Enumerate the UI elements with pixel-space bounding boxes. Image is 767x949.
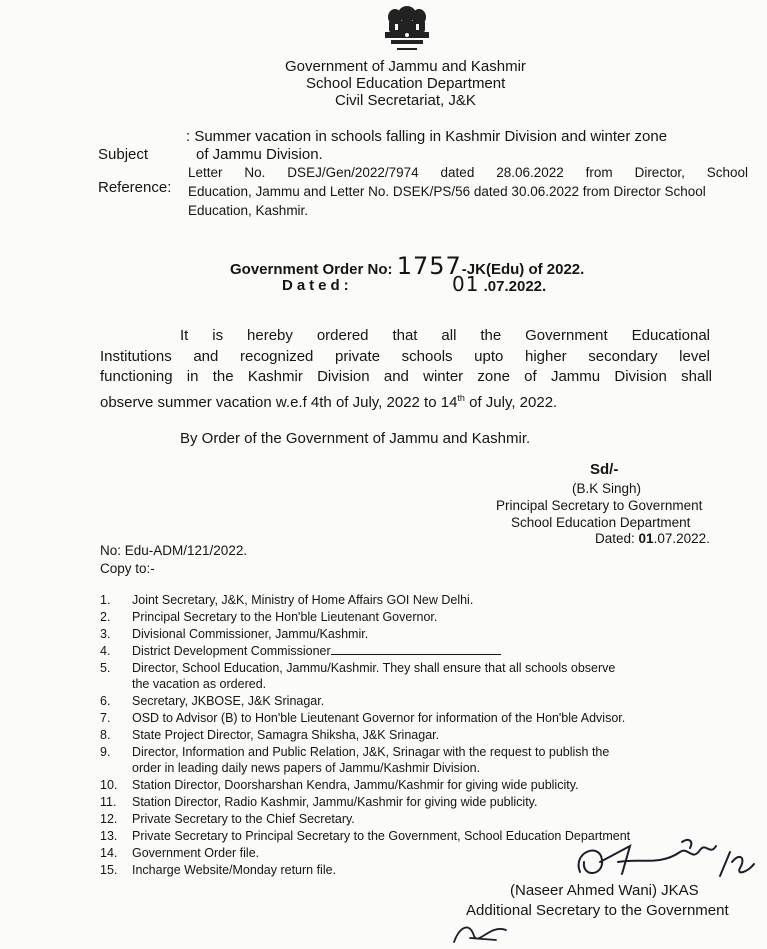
body-line1: It is hereby ordered that all the Government Educational (180, 327, 710, 344)
copy-to-item (100, 660, 660, 692)
copy-to-item-text: Divisional Commissioner, Jammu/Kashmir. (132, 627, 369, 641)
signatory-dated-rest: .07.2022. (653, 531, 710, 546)
order-dated-day-handwritten: 01 (452, 272, 480, 296)
copy-to-item-number: 12. (100, 812, 118, 826)
order-dated (452, 272, 546, 299)
body-line4 (100, 389, 557, 412)
by-order-line: By Order of the Government of Jammu and Kashmir. (180, 430, 531, 447)
order-dated-label: Dated: (282, 277, 353, 294)
signatory-dated-label: Dated: (595, 531, 635, 546)
order-number-handwritten: 1757 (396, 252, 462, 280)
order-suffix: -JK(Edu) of 2022. (461, 261, 585, 278)
copy-to-item-text: Joint Secretary, J&K, Ministry of Home Affairs GOI New Delhi. (132, 593, 474, 607)
copy-to-item-number: 11. (100, 795, 117, 809)
body-line2: Institutions and recognized private schools upto higher secondary level (100, 348, 710, 365)
copy-to-item-number: 4. (100, 644, 111, 658)
copy-to-item-text: the vacation as ordered. (132, 677, 267, 691)
subject-text-line2: of Jammu Division. (196, 146, 323, 163)
copy-to-item-text: Incharge Website/Monday return file. (132, 863, 337, 877)
copy-to-label: Copy to:- (100, 561, 155, 576)
copy-to-item-number: 15. (100, 863, 118, 877)
signatory-title2: School Education Department (511, 515, 691, 530)
copy-to-item-number: 14. (100, 846, 118, 860)
copy-to-item-text: Private Secretary to Principal Secretary to the Government, School Education Department (132, 829, 631, 843)
copy-to-item-number: 5. (100, 661, 111, 675)
order-dated-rest: .07.2022. (483, 278, 547, 295)
signoff-title: Additional Secretary to the Government (466, 902, 729, 919)
copy-to-item-number: 9. (100, 745, 111, 759)
signatory-title1: Principal Secretary to Government (496, 498, 703, 513)
copy-to-item (100, 744, 660, 776)
copy-to-item (100, 710, 660, 726)
reference-label: Reference: (98, 179, 172, 196)
subject-text-line1: : Summer vacation in schools falling in Kashmir Division and winter zone (186, 128, 668, 145)
reference-text-line2: Education, Jammu and Letter No. DSEK/PS/56 dated 30.06.2022 from Director School (188, 184, 706, 199)
copy-to-item-text: Director, School Education, Jammu/Kashmir. They shall ensure that all schools observe (132, 661, 616, 675)
body-line4-end: of July, 2022. (464, 394, 558, 411)
initials-scribble (450, 916, 510, 948)
copy-to-item-text: Secretary, JKBOSE, J&K Srinagar. (132, 694, 325, 708)
copy-to-item-number: 8. (100, 728, 111, 742)
copy-to-item (100, 643, 660, 659)
signatory-dated (595, 531, 710, 547)
copy-to-item-text: Station Director, Radio Kashmir, Jammu/Kashmir for giving wide publicity. (132, 795, 538, 809)
copy-to-item-text: District Development Commissioner (132, 644, 331, 658)
copy-to-item-number: 13. (100, 829, 118, 843)
copy-to-item (100, 794, 660, 810)
state-emblem-icon (375, 2, 439, 56)
copy-to-item-number: 7. (100, 711, 111, 725)
signatory-dated-day: 01 (638, 531, 654, 546)
copy-to-item-text: Director, Information and Public Relation, J&K, Srinagar with the request to publish the (132, 745, 610, 759)
memo-number: No: Edu-ADM/121/2022. (100, 543, 248, 558)
copy-to-item (100, 811, 660, 827)
handwritten-signature (570, 832, 760, 888)
copy-to-item-text: order in leading daily news papers of Jammu/Kashmir Division. (132, 761, 481, 775)
body-line3: functioning in the Kashmir Division and winter zone of Jammu Division shall (100, 368, 712, 385)
copy-to-item-text-with-blank (132, 643, 660, 659)
signatory-sd: Sd/- (590, 461, 619, 478)
copy-to-item (100, 693, 660, 709)
reference-text-line1: Letter No. DSEJ/Gen/2022/7974 dated 28.06.2022 from Director, School (188, 165, 748, 180)
body-line4-superscript: th (457, 393, 465, 403)
copy-to-item-text: OSD to Advisor (B) to Hon'ble Lieutenant Governor for information of the Hon'ble Advisor. (132, 711, 626, 725)
header-line-secretariat: Civil Secretariat, J&K (335, 92, 476, 109)
body-line4-text: observe summer vacation w.e.f 4th of July, 2022 to 14 (100, 394, 458, 411)
signoff-name: (Naseer Ahmed Wani) JKAS (510, 882, 699, 899)
copy-to-item (100, 727, 660, 743)
copy-to-item-text: State Project Director, Samagra Shiksha, J&K Srinagar. (132, 728, 440, 742)
fill-in-blank-line (331, 643, 501, 655)
copy-to-item-text: Principal Secretary to the Hon'ble Lieutenant Governor. (132, 610, 438, 624)
copy-to-item-number: 3. (100, 627, 111, 641)
header-line-department: School Education Department (306, 75, 506, 92)
copy-to-item (100, 777, 660, 793)
copy-to-item-number: 6. (100, 694, 111, 708)
copy-to-item-number: 1. (100, 593, 111, 607)
copy-to-item (100, 592, 660, 608)
order-prefix: Government Order No: (230, 261, 393, 278)
copy-to-item (100, 626, 660, 642)
reference-text-line3: Education, Kashmir. (188, 203, 309, 218)
copy-to-item (100, 609, 660, 625)
copy-to-item-number: 10. (100, 778, 118, 792)
copy-to-item-text: Government Order file. (132, 846, 260, 860)
copy-to-item-number: 2. (100, 610, 111, 624)
copy-to-item-text: Station Director, Doorsharshan Kendra, Jammu/Kashmir for giving wide publicity. (132, 778, 579, 792)
header-line-government: Government of Jammu and Kashmir (285, 58, 526, 75)
signatory-name: (B.K Singh) (572, 481, 642, 496)
subject-label: Subject (98, 146, 149, 163)
copy-to-item-text: Private Secretary to the Chief Secretary. (132, 812, 355, 826)
